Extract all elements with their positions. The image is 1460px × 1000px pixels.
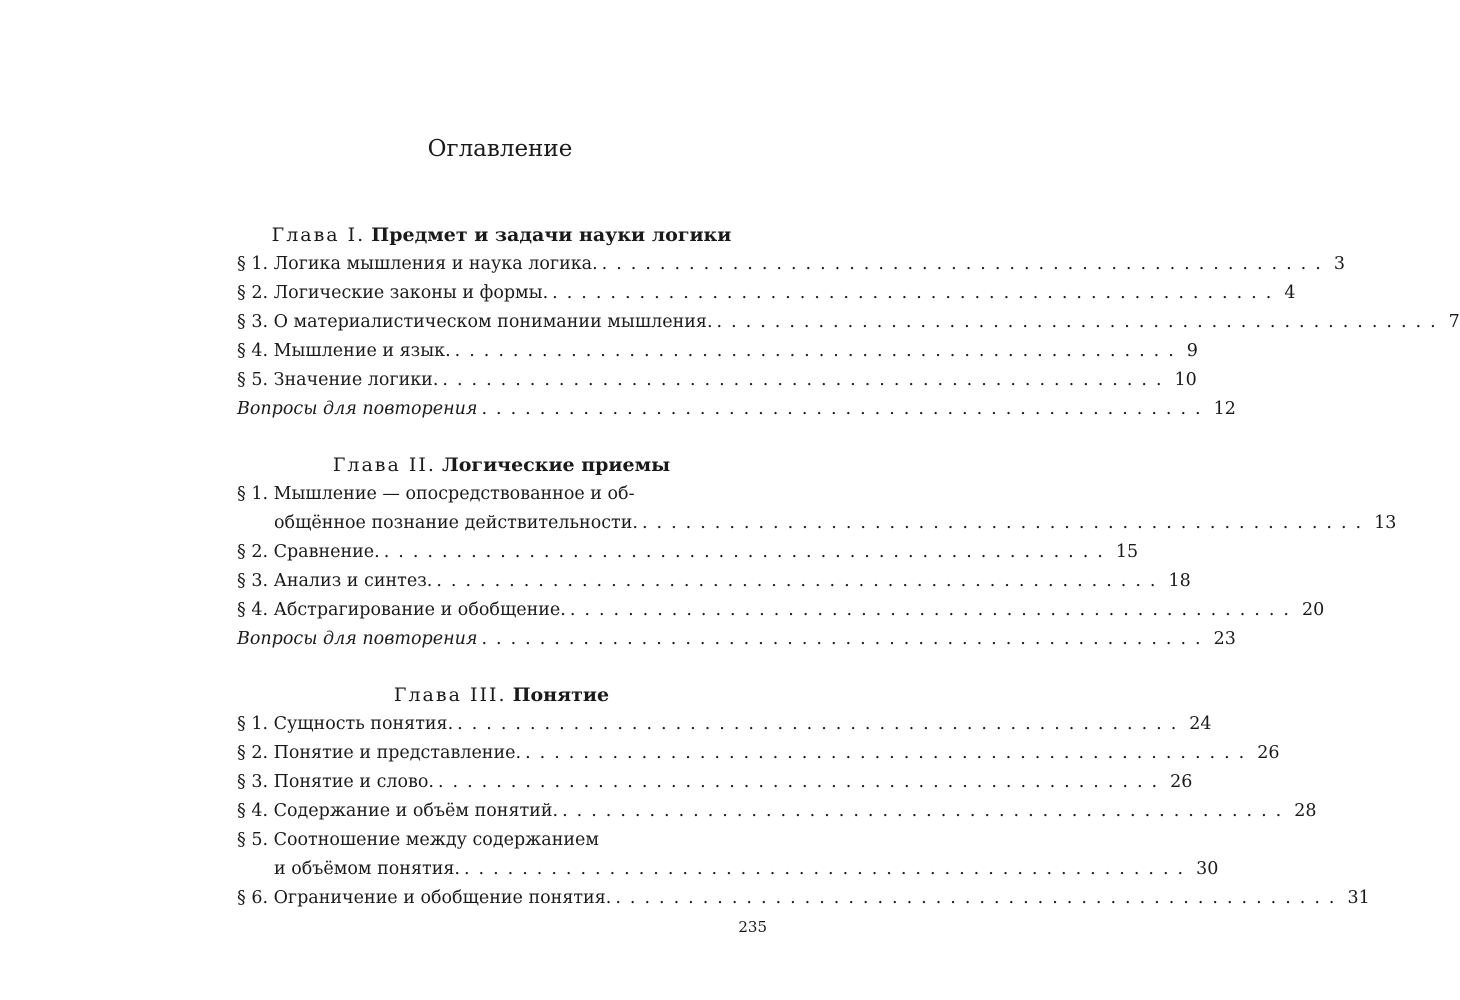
- entry-title: § 6. Ограничение и обобщение понятия.: [237, 888, 612, 908]
- leader-dots: ..................................................: [437, 772, 1167, 792]
- chapter-name: Понятие: [512, 684, 610, 706]
- chapter-name: Предмет и задачи науки логики: [371, 224, 732, 246]
- review-questions-entry[interactable]: [237, 395, 1236, 424]
- leader-dots: ..................................................: [481, 399, 1210, 419]
- leader-dots: ..................................................: [552, 283, 1281, 303]
- toc-entry[interactable]: [237, 567, 1191, 596]
- entry-page: 24: [1189, 714, 1212, 734]
- entry-title: § 2. Сравнение.: [237, 542, 380, 562]
- leader-dots: ..................................................: [454, 341, 1183, 361]
- entry-page: 3: [1333, 254, 1345, 274]
- leader-dots: ..................................................: [716, 312, 1445, 332]
- leader-dots: ..................................................: [383, 542, 1112, 562]
- toc-entry[interactable]: [237, 366, 1197, 395]
- toc-entry[interactable]: [237, 596, 1325, 625]
- entry-title: Вопросы для повторения: [237, 399, 478, 419]
- page-title: Оглавление: [427, 136, 573, 162]
- chapter-2: [237, 450, 1397, 654]
- entry-page: 9: [1186, 341, 1198, 361]
- page-number: 235: [738, 918, 767, 936]
- entry-title: § 5. Соотношение между содержанием: [237, 830, 599, 850]
- entry-page: 23: [1213, 629, 1236, 649]
- entry-title-continued: общённое познание действительности.: [274, 513, 638, 533]
- leader-dots: ..................................................: [569, 600, 1298, 620]
- entry-title: § 1. Сущность понятия.: [237, 714, 454, 734]
- entry-title-continued: и объёмом понятия.: [274, 859, 460, 879]
- chapter-heading: [237, 220, 766, 250]
- toc-entry[interactable]: [237, 250, 1345, 279]
- entry-title: § 5. Значение логики.: [237, 370, 439, 390]
- entry-page: 31: [1347, 888, 1370, 908]
- toc-entry[interactable]: [237, 710, 1212, 739]
- entry-title: § 4. Содержание и объём понятий.: [237, 801, 559, 821]
- leader-dots: ..................................................: [442, 370, 1171, 390]
- entry-page: 18: [1168, 571, 1191, 591]
- toc-entry[interactable]: [237, 826, 1219, 884]
- leader-dots: ..................................................: [525, 743, 1254, 763]
- leader-dots: ..................................................: [457, 714, 1186, 734]
- entry-page: 12: [1213, 399, 1236, 419]
- toc-entry[interactable]: [237, 768, 1193, 797]
- entry-title: Вопросы для повторения: [237, 629, 478, 649]
- entry-page: 28: [1294, 801, 1317, 821]
- leader-dots: ..................................................: [601, 254, 1330, 274]
- entry-page: 13: [1374, 513, 1397, 533]
- table-of-contents: [237, 220, 1460, 939]
- entry-page: 4: [1284, 283, 1296, 303]
- entry-page: 15: [1115, 542, 1139, 562]
- chapter-3: [237, 680, 1370, 913]
- chapter-label: Глава I.: [271, 224, 366, 246]
- toc-entry[interactable]: [237, 279, 1296, 308]
- chapter-name: Логические приемы: [441, 454, 671, 476]
- entry-title: § 4. Абстрагирование и обобщение.: [237, 600, 566, 620]
- toc-entry[interactable]: [237, 480, 1397, 538]
- entry-page: 7: [1448, 312, 1460, 332]
- toc-entry[interactable]: [237, 538, 1139, 567]
- leader-dots: ..................................................: [562, 801, 1291, 821]
- entry-title: § 3. О материалистическом понимании мышления.: [237, 312, 713, 332]
- entry-page: 10: [1174, 370, 1197, 390]
- leader-dots: ..................................................: [463, 859, 1193, 879]
- leader-dots: ..................................................: [436, 571, 1165, 591]
- leader-dots: ..................................................: [481, 629, 1210, 649]
- entry-page: 20: [1301, 600, 1325, 620]
- entry-page: 26: [1257, 743, 1280, 763]
- chapter-label: Глава II.: [332, 454, 436, 476]
- review-questions-entry[interactable]: [237, 625, 1236, 654]
- chapter-heading: [237, 450, 766, 480]
- chapter-1: [237, 220, 1460, 424]
- toc-entry[interactable]: [237, 884, 1370, 913]
- entry-title: § 3. Понятие и слово.: [237, 772, 434, 792]
- entry-title: § 2. Понятие и представление.: [237, 743, 522, 763]
- toc-entry[interactable]: [237, 308, 1460, 337]
- entry-title: § 1. Логика мышления и наука логика.: [237, 254, 598, 274]
- leader-dots: ..................................................: [615, 888, 1344, 908]
- chapter-label: Глава III.: [393, 684, 507, 706]
- entry-page: 30: [1196, 859, 1219, 879]
- chapter-heading: [237, 680, 766, 710]
- toc-entry[interactable]: [237, 337, 1198, 366]
- entry-title: § 4. Мышление и язык.: [237, 341, 451, 361]
- leader-dots: ..................................................: [641, 513, 1371, 533]
- toc-entry[interactable]: [237, 797, 1317, 826]
- entry-title: § 3. Анализ и синтез.: [237, 571, 433, 591]
- toc-entry[interactable]: [237, 739, 1280, 768]
- entry-title: § 1. Мышление — опосредствованное и об-: [237, 484, 635, 504]
- entry-title: § 2. Логические законы и формы.: [237, 283, 549, 303]
- entry-page: 26: [1170, 772, 1193, 792]
